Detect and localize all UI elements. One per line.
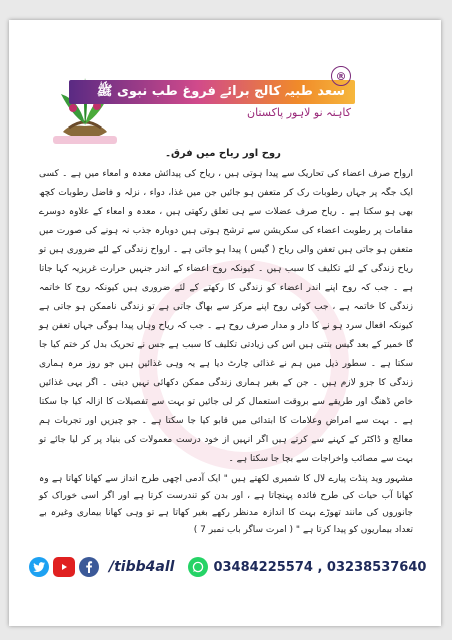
article-body bbox=[39, 148, 413, 539]
header-banner bbox=[69, 80, 369, 124]
article-paragraph-1: ارواح صرف اعضاء کی تحاریک سے پیدا ہوتی ہیں ، ریاح کی پیدائش معدہ و امعاء میں ہے ۔ کسی ایک جگہ پر جہاں رطوبات رک کر متعفن ہو جائیں جن میں غذا، دواء ، نزلہ و فاضل رطوبات کچھ بھی ہو سکتا ہے ۔ ریاح صرف عضلات سے ہی تعلق رکھتی ہیں ، معدہ و امعاء کے علاوہ دوسرے مقامات پر رطوبت اعضاء کی سکریشن سے ترشح ہوتی ہیں دوبارہ جذب نہ ہونے کی صورت میں متعفن ہو جاتی ہیں تعفن والی ریاح ( گیس ) پیدا ہو جاتی ہے ۔ ارواح زندگی کے لئے ضروری ہیں تو ریاح زندگی کے لئے تکلیف کا سبب ہیں ۔ کیونکہ روح اعضاء کے اندر جنہیں حرارت غریزیہ کہا جاتا ہے ۔ جب کہ روح اپنے اندر اعضاء کو زندگی کا رکھتے کے لئے ضروری ہیں کیونکہ روح کا خاتمہ زندگی کا خاتمہ ہے ، جب کوئی روح اپنے مرکز سے بھاگ جاتی ہے تو زندگی ناممکن ہو جاتی ہے کیونکہ افعال سرد ہو نے کا دار و مدار صرف روح ہے ۔ جب کہ ریاح وہاں پیدا ہوگی جہاں تعفن ہو گا خمیر کے بعد گیس بنتی ہیں اس کی زیادتی تکلیف کا سبب ہے جس نے تحریک بدل کر ختم کیا جا سکتا ہے ۔ سطور ذیل میں ہم نے غذائی چارٹ دیا ہے یہ وہی غذائیں ہیں جو روز مرہ ہماری زندگی کا جزو لازم ہیں ۔ جن کے بغیر ہماری زندگی ممکن دکھائی نہیں دیتی ۔ اگر یہی غذائیں خاص ڈھنگ اور طریقے سے بروقت استعمال کر لی جائیں تو بہت سے تفصیلات کا ازالہ کیا جا سکتا ہے ۔ بہت سے امراض وعلامات کا ابتدائی میں قابو کیا جا سکتا ہے ۔ جو چیزیں اور تجربات ہم معالج و ڈاکٹر کے کہنے سے کرتے ہیں اگر انہیں از خود درست معمولات کی بنیاد پر کر لیا جائے تو بہت سے مصائب واخراجات سے بچا جا سکتا ہے ۔ bbox=[39, 169, 413, 464]
phone-numbers[interactable]: 03484225574 , 03238537640 bbox=[213, 559, 427, 575]
social-handle[interactable]: /tibb4all bbox=[109, 559, 175, 575]
contact-footer bbox=[29, 554, 429, 580]
banner-bar bbox=[69, 80, 355, 104]
registered-mark: ® bbox=[331, 66, 351, 86]
college-title: سعد طبیہ کالج برائے فروغ طب نبوی ﷺ bbox=[96, 84, 345, 99]
youtube-icon[interactable] bbox=[53, 557, 75, 577]
document-page bbox=[9, 20, 441, 626]
college-location: کاہنہ نو لاہور پاکستان bbox=[247, 106, 351, 119]
article-heading: روح اور ریاح میں فرق۔ bbox=[165, 148, 281, 159]
facebook-icon[interactable] bbox=[79, 557, 99, 577]
twitter-icon[interactable] bbox=[29, 557, 49, 577]
article-paragraph-2: مشہور وید پنڈت پیارے لال کا شمیری لکھتے ہیں " ایک آدمی اچھی طرح انداز سے کھانا کھاتا ہے وہ کھانا آب حیات کی طرح فائدہ پہنچاتا ہے ، اور بدن کو تندرست کرتا ہے اور اگر اسی خوراک کو جانوروں کی مانند تھوڑے بہت کا اندازہ مدنظر رکھے بغیر کھاتا ہے تو وہی کھانا بیماری وغیرہ بے تعداد بیماریوں کو پیدا کرتا ہے " ( امرت ساگر باب نمبر 7 ) bbox=[39, 474, 414, 535]
whatsapp-icon[interactable] bbox=[188, 557, 208, 577]
